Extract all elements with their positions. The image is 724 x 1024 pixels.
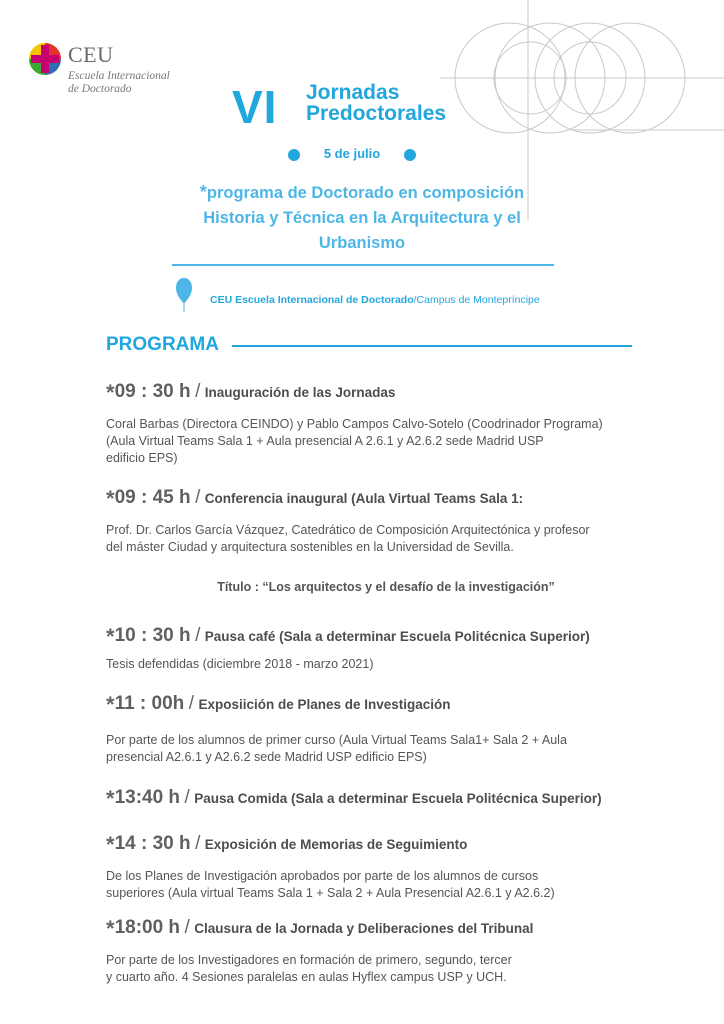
session-description — [106, 732, 666, 766]
section-divider — [232, 345, 632, 347]
logo-name: CEU — [68, 42, 114, 67]
session-header: *11 : 00h / Exposiición de Planes de Investigación — [106, 692, 451, 717]
session-title: Exposición de Memorias de Seguimiento — [204, 837, 468, 852]
section-title: PROGRAMA — [106, 334, 219, 355]
description-line: del máster Ciudad y arquitectura sostenibles en la Universidad de Sevilla. — [106, 540, 514, 554]
event-title-line-1: Jornadas — [306, 81, 400, 104]
session-title: Clausura de la Jornada y Deliberaciones del Tribunal — [194, 921, 534, 936]
session-title: Exposiición de Planes de Investigación — [198, 697, 451, 712]
session-description — [106, 416, 666, 467]
session-header: *13:40 h / Pausa Comida (Sala a determinar Escuela Politécnica Superior) — [106, 786, 602, 811]
program-name-line-3: Urbanismo — [318, 234, 406, 252]
session-description — [106, 868, 666, 902]
session-header: *14 : 30 h / Exposición de Memorias de Seguimiento — [106, 832, 468, 857]
session-header: *09 : 30 h / Inauguración de las Jornadas — [106, 380, 396, 405]
venue-campus: /Campus de Montepríncipe — [413, 294, 540, 306]
logo-subtitle-line-2: de Doctorado — [68, 83, 132, 95]
star-icon: * — [106, 624, 115, 649]
session-item — [106, 486, 666, 556]
event-title — [306, 82, 446, 124]
session-header: *10 : 30 h / Pausa café (Sala a determinar Escuela Politécnica Superior) — [106, 624, 590, 649]
session-time: 10 : 30 h — [114, 625, 191, 646]
session-title: Inauguración de las Jornadas — [204, 385, 396, 400]
session-description — [106, 656, 666, 673]
session-item — [106, 786, 666, 812]
session-time: 14 : 30 h — [114, 833, 191, 854]
session-time: 09 : 45 h — [114, 487, 191, 508]
star-icon: * — [106, 486, 115, 511]
star-icon: * — [199, 182, 207, 202]
star-icon: * — [106, 692, 115, 717]
session-time: 09 : 30 h — [114, 381, 191, 402]
bullet-dot-icon — [404, 149, 416, 161]
divider-line — [172, 264, 554, 266]
star-icon: * — [106, 832, 115, 857]
session-item — [106, 916, 666, 986]
session-item — [106, 692, 666, 766]
session-item — [106, 624, 666, 673]
description-line: Coral Barbas (Directora CEINDO) y Pablo Campos Calvo-Sotelo (Coodrinador Programa) — [106, 417, 603, 431]
session-title: Pausa café (Sala a determinar Escuela Politécnica Superior) — [204, 629, 590, 644]
logo-subtitle — [68, 70, 170, 96]
star-icon: * — [106, 380, 115, 405]
description-line: edificio EPS) — [106, 451, 178, 465]
description-line: Prof. Dr. Carlos García Vázquez, Catedrático de Composición Arquitectónica y profesor — [106, 523, 590, 537]
logo-subtitle-line-1: Escuela Internacional — [68, 70, 170, 82]
session-title: Pausa Comida (Sala a determinar Escuela Politécnica Superior) — [194, 791, 602, 806]
description-line: presencial A2.6.1 y A2.6.2 sede Madrid USP edificio EPS) — [106, 750, 427, 764]
venue-school: CEU Escuela Internacional de Doctorado — [210, 294, 414, 306]
star-icon: * — [106, 786, 115, 811]
program-name-line-2: Historia y Técnica en la Arquitectura y el — [203, 209, 521, 227]
session-time: 18:00 h — [114, 917, 181, 938]
session-time: 11 : 00h — [114, 693, 185, 714]
location-pin-icon — [176, 278, 192, 314]
session-item — [106, 832, 666, 902]
conference-title: Título : “Los arquitectos y el desafío de la investigación” — [217, 580, 555, 594]
ceu-cross-emblem-icon — [28, 42, 62, 76]
description-line: Tesis defendidas (diciembre 2018 - marzo 2021) — [106, 657, 374, 671]
event-date — [288, 146, 416, 162]
star-icon: * — [106, 916, 115, 941]
edition-number: VI — [232, 81, 278, 133]
description-line: (Aula Virtual Teams Sala 1 + Aula presencial A 2.6.1 y A2.6.2 sede Madrid USP — [106, 434, 544, 448]
session-title: Conferencia inaugural (Aula Virtual Teams Sala 1: — [204, 491, 524, 506]
ceu-logo — [28, 42, 228, 102]
event-title-line-2: Predoctorales — [306, 102, 447, 125]
session-time: 13:40 h — [114, 787, 181, 808]
event-date-text: 5 de julio — [323, 146, 381, 161]
description-line: De los Planes de Investigación aprobados por parte de los alumnos de cursos — [106, 869, 539, 883]
description-line: Por parte de los alumnos de primer curso (Aula Virtual Teams Sala1+ Sala 2 + Aula — [106, 733, 567, 747]
session-header: *18:00 h / Clausura de la Jornada y Deliberaciones del Tribunal — [106, 916, 534, 941]
description-line: superiores (Aula virtual Teams Sala 1 + Sala 2 + Aula Presencial A2.6.1 y A2.6.2) — [106, 886, 555, 900]
description-line: y cuarto año. 4 Sesiones paralelas en aulas Hyflex campus USP y UCH. — [106, 970, 507, 984]
description-line: Por parte de los Investigadores en formación de primero, segundo, tercer — [106, 953, 512, 967]
doctorate-program-name — [140, 180, 584, 256]
session-description — [106, 522, 666, 556]
session-header: *09 : 45 h / Conferencia inaugural (Aula Virtual Teams Sala 1: — [106, 486, 524, 511]
session-item — [106, 380, 666, 467]
program-name-line-1: programa de Doctorado en composición — [206, 184, 525, 202]
venue-line — [210, 294, 540, 306]
session-description — [106, 952, 666, 986]
